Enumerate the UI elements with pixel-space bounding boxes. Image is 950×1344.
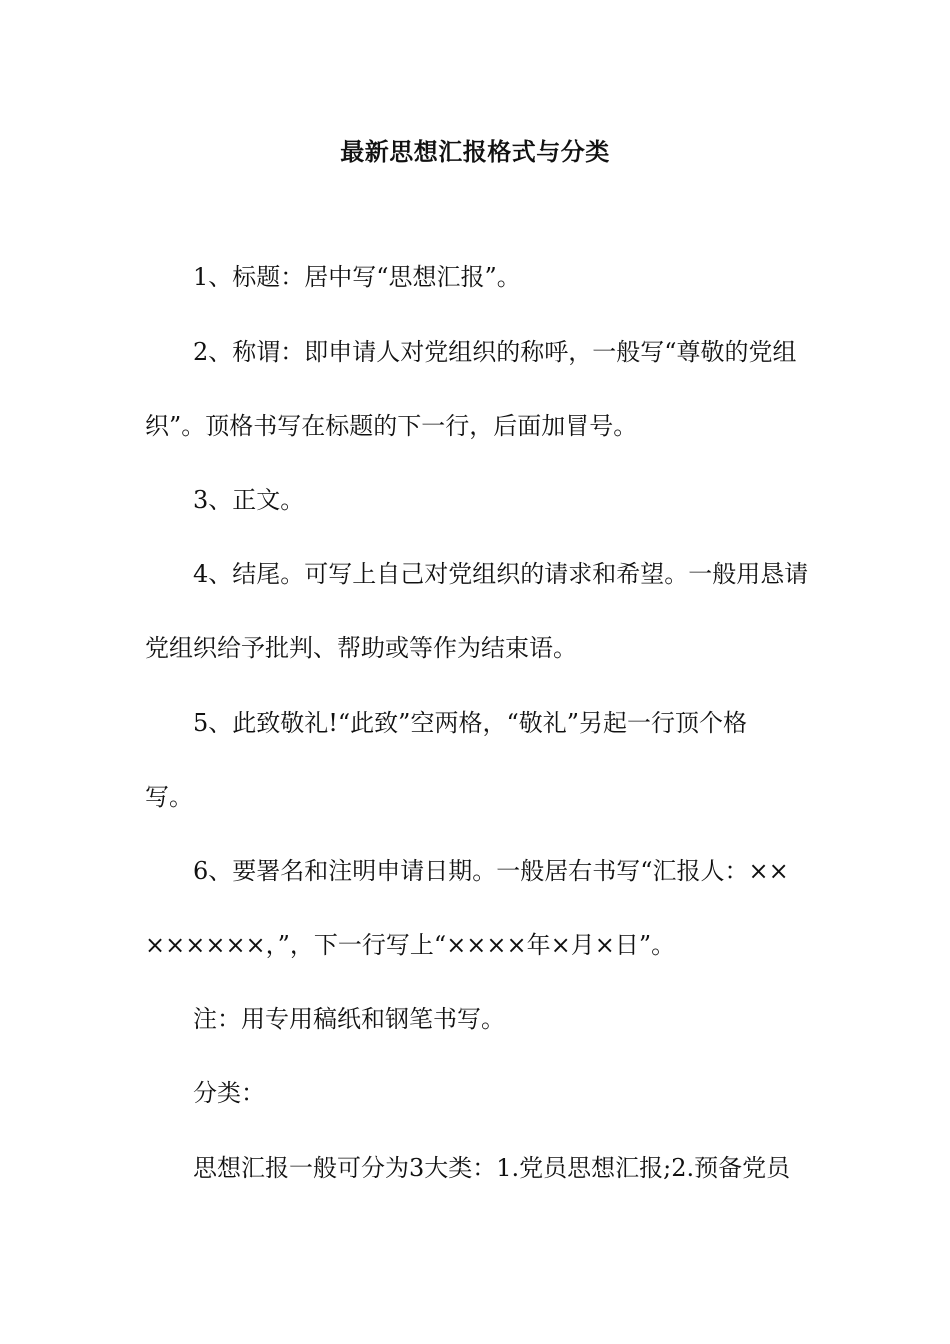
paragraph-classification-text bbox=[145, 1131, 807, 1205]
paragraph-line: 思想汇报一般可分为3大类：1.党员思想汇报;2.预备党员 bbox=[193, 1154, 791, 1182]
paragraph-line: 6、要署名和注明申请日期。一般居右书写“汇报人：×× bbox=[193, 857, 789, 885]
paragraph-line: 织”。顶格书写在标题的下一行，后面加冒号。 bbox=[145, 412, 638, 440]
paragraph-line: 党组织给予批判、帮助或等作为结束语。 bbox=[145, 634, 577, 662]
paragraph-line: 5、此致敬礼!“此致”空两格，“敬礼”另起一行顶个格 bbox=[193, 709, 747, 737]
paragraph-signature-rule bbox=[145, 834, 807, 982]
paragraph-line: 4、结尾。可写上自己对党组织的请求和希望。一般用恳请 bbox=[193, 560, 809, 588]
paragraph-line: 注：用专用稿纸和钢笔书写。 bbox=[193, 1005, 505, 1033]
paragraph-title-rule bbox=[145, 240, 807, 314]
paragraph-line: ××××××，”，下一行写上“××××年×月×日”。 bbox=[145, 931, 676, 959]
paragraph-closing-rule bbox=[145, 686, 807, 834]
paragraph-line: 写。 bbox=[145, 783, 193, 811]
paragraph-body-rule bbox=[145, 463, 807, 537]
paragraph-line: 1、标题：居中写“思想汇报”。 bbox=[193, 263, 521, 291]
paragraph-line: 分类： bbox=[193, 1079, 265, 1107]
document-title: 最新思想汇报格式与分类 bbox=[340, 137, 610, 166]
paragraph-line: 3、正文。 bbox=[193, 486, 305, 514]
paragraph-line: 2、称谓：即申请人对党组织的称呼，一般写“尊敬的党组 bbox=[193, 338, 797, 366]
paragraph-ending-rule bbox=[145, 537, 807, 685]
paragraph-salutation-rule bbox=[145, 315, 807, 463]
paragraph-classification-heading bbox=[145, 1056, 807, 1130]
paragraph-note bbox=[145, 982, 807, 1056]
